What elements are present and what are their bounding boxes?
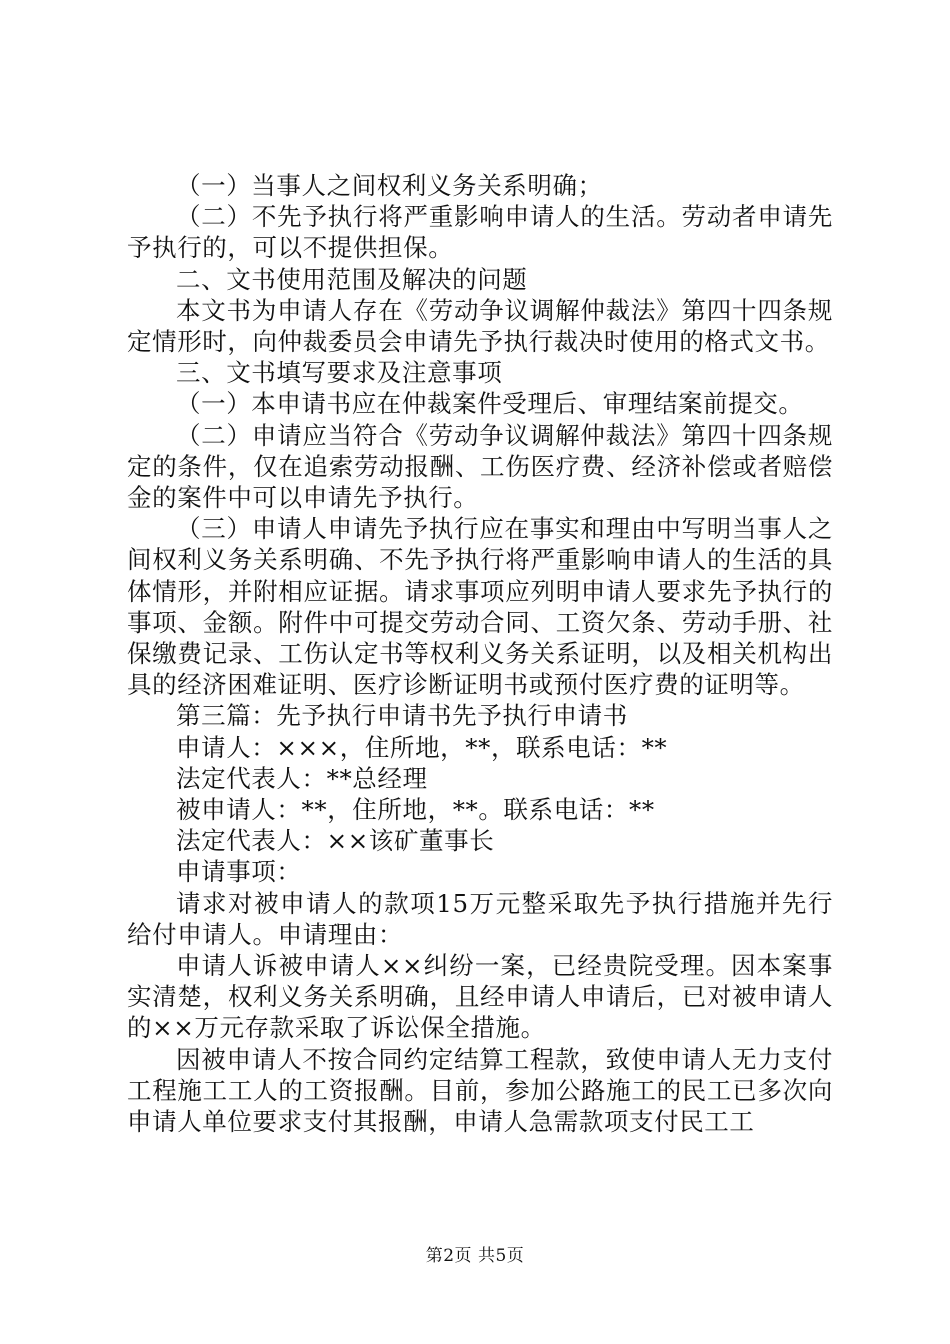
paragraph-2: （二）不先予执行将严重影响申请人的生活。劳动者申请先予执行的，可以不提供担保。 bbox=[127, 202, 833, 263]
request-heading: 申请事项： bbox=[176, 857, 302, 887]
respondent-representative-line: 法定代表人：××该矿董事长 bbox=[176, 826, 495, 856]
respondent-line: 被申请人：**，住所地，**。联系电话：** bbox=[176, 795, 655, 825]
paragraph-7: （二）申请应当符合《劳动争议调解仲裁法》第四十四条规定的条件，仅在追索劳动报酬、工伤医疗费、经济补偿或者赔偿金的案件中可以申请先予执行。 bbox=[127, 420, 833, 513]
reason-paragraph-1: 申请人诉被申请人××纠纷一案，已经贵院受理。因本案事实清楚，权利义务关系明确，且经申请人申请后，已对被申请人的××万元存款采取了诉讼保全措施。 bbox=[127, 951, 833, 1043]
chapter-title: 第三篇：先予执行申请书先予执行申请书 bbox=[176, 701, 628, 731]
request-paragraph: 请求对被申请人的款项15万元整采取先予执行措施并先行给付申请人。申请理由： bbox=[127, 888, 833, 949]
paragraph-1: （一）当事人之间权利义务关系明确； bbox=[176, 171, 603, 200]
reason-paragraph-2: 因被申请人不按合同约定结算工程款，致使申请人无力支付工程施工工人的工资报酬。目前，参加公路施工的民工已多次向申请人单位要求支付其报酬，申请人急需款项支付民工工 bbox=[127, 1044, 833, 1137]
document-body bbox=[127, 170, 833, 1137]
paragraph-6: （一）本申请书应在仲裁案件受理后、审理结案前提交。 bbox=[176, 389, 804, 419]
applicant-representative-line: 法定代表人：**总经理 bbox=[176, 763, 428, 793]
section-heading-2: 二、文书使用范围及解决的问题 bbox=[176, 264, 528, 294]
page-number-footer: 第2页 共5页 bbox=[425, 1246, 525, 1266]
section-heading-3: 三、文书填写要求及注意事项 bbox=[176, 358, 503, 388]
paragraph-8: （三）申请人申请先予执行应在事实和理由中写明当事人之间权利义务关系明确、不先予执行将严重影响申请人的生活的具体情形，并附相应证据。请求事项应列明申请人要求先予执行的事项、金额。附件中可提交劳动合同、工资欠条、劳动手册、社保缴费记录、工伤认定书等权利义务关系证明，以及相关机构出具的经济困难证明、医疗诊断证明书或预付医疗费的证明等。 bbox=[127, 514, 833, 700]
applicant-line: 申请人：×××，住所地，**，联系电话：** bbox=[176, 732, 668, 762]
paragraph-4: 本文书为申请人存在《劳动争议调解仲裁法》第四十四条规定情形时，向仲裁委员会申请先予执行裁决时使用的格式文书。 bbox=[127, 295, 833, 357]
